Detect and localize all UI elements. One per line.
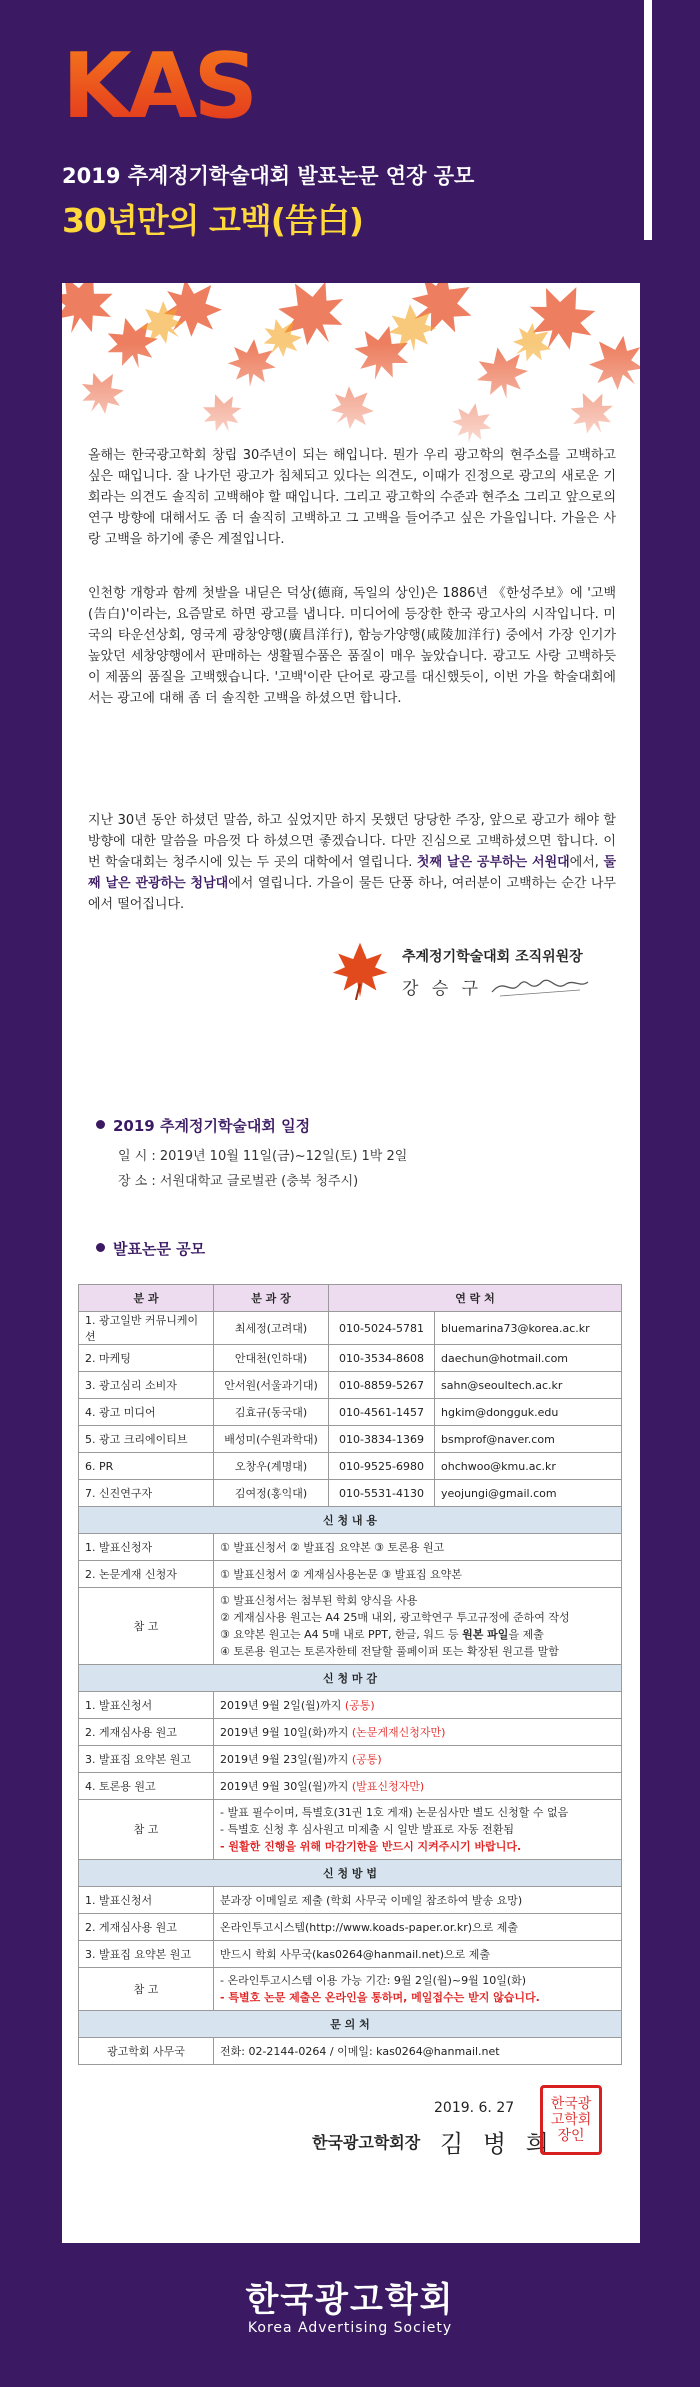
table-row: 2. 게재심사용 원고 2019년 9월 10일(화)까지 (논문게재신청자만) (79, 1719, 622, 1746)
organizer-title: 추계정기학술대회 조직위원장 (402, 949, 583, 965)
section-band: 문 의 처 (79, 2011, 622, 2038)
section-band: 신 청 내 용 (79, 1507, 622, 1534)
letter-paragraph-1: 올해는 한국광고학회 창립 30주년이 되는 해입니다. 뭔가 우리 광고학의 현주소를 고백하고 싶은 때입니다. 잘 나가던 광고가 침체되고 있다는 의견도, 이때가 진정으로 광고의 새로운 기회라는 의견도 솔직히 고백해야 할 때입니다. 그리고 광고학의 수준과 현주소 그리고 앞으로의 연구 방향에 대해서도 좀 더 솔직히 고백하고 그 고백을 들어주고 싶은 가을입니다. 가을은 사랑 고백을 하기에 좋은 계절입니다. (88, 448, 616, 547)
bullet-icon (96, 1243, 105, 1252)
letter-paragraph-3: 지난 30년 동안 하셨던 말씀, 하고 싶었지만 하지 못했던 당당한 주장, 앞으로 광고가 해야 할 방향에 대한 말씀을 마음껏 다 하셨으면 좋겠습니다. 다만 진심으로 고백하셨으면 합니다. 이번 학술대회는 청주시에 있는 두 곳의 대학에서 열립니다. 첫째 날은 공부하는 서원대에서, 둘째 날은 관광하는 청남대에서 열립니다. 가을이 물든 단풍 하나, 여러분이 고백하는 순간 나무에서 떨어집니다. (88, 813, 616, 912)
section-band: 신 청 방 법 (79, 1860, 622, 1887)
table-row: 참 고 - 발표 필수이며, 특별호(31권 1호 게재) 논문심사만 별도 신청할 수 없음 - 특별호 신청 후 심사원고 미제출 시 일반 발표로 자동 전환됨 - 원활한 진행을 위해 마감기한을 반드시 지켜주시기 바랍니다. (79, 1800, 622, 1860)
footer-society-english: Korea Advertising Society (247, 2320, 453, 2336)
footer-society-name: 한국광고학회 (245, 2280, 455, 2320)
table-row: 5. 광고 크리에이티브 배성미(수원과학대) 010-3834-1369 bsmprof@naver.com (79, 1426, 622, 1453)
table-row: 6. PR 오창우(계명대) 010-9525-6980 ohchwoo@kmu.ac.kr (79, 1453, 622, 1480)
table-row: 3. 발표집 요약본 원고 2019년 9월 23일(월)까지 (공통) (79, 1746, 622, 1773)
bullet-icon (96, 1120, 105, 1129)
table-row: 1. 발표신청자 ① 발표신청서 ② 발표집 요약본 ③ 토론용 원고 (79, 1534, 622, 1561)
kas-logo: KAS (62, 34, 255, 139)
president-name: 김 병 희 (440, 2130, 555, 2158)
call-heading: 발표논문 공모 (96, 1238, 205, 1259)
table-row: 1. 발표신청서 2019년 9월 2일(월)까지 (공통) (79, 1692, 622, 1719)
schedule-date: 일 시 : 2019년 10월 11일(금)~12일(토) 1박 2일 (118, 1149, 408, 1164)
right-border (652, 270, 700, 2387)
header-stripe (644, 0, 652, 240)
table-row: 1. 광고일반 커뮤니케이션 최세정(고려대) 010-5024-5781 bluemarina73@korea.ac.kr (79, 1312, 622, 1345)
table-row: 참 고 ① 발표신청서는 첨부된 학회 양식을 사용 ② 게재심사용 원고는 A4 25매 내외, 광고학연구 투고규정에 준하여 작성 ③ 요약본 원고는 A4 5매 내로 PPT, 한글, 워드 등 원본 파일을 제출 ④ 토론용 원고는 토론자한테 전달할 풀페이퍼 또는 확장된 원고를 말함 (79, 1588, 622, 1665)
official-seal: 한국광고학회장인 (540, 2085, 602, 2155)
table-row: 4. 광고 미디어 김효규(동국대) 010-4561-1457 hgkim@dongguk.edu (79, 1399, 622, 1426)
left-border (0, 270, 48, 2387)
main-title: 30년만의 고백(告白) (62, 201, 363, 240)
maple-leaf-icon (330, 940, 390, 1000)
organizer-name: 강 승 구 (402, 979, 483, 999)
table-row: 광고학회 사무국 전화: 02-2144-0264 / 이메일: kas0264@hanmail.net (79, 2038, 622, 2065)
schedule-heading: 2019 추계정기학술대회 일정 (96, 1115, 310, 1136)
table-row: 3. 발표집 요약본 원고 반드시 학회 사무국(kas0264@hanmail.net)으로 제출 (79, 1941, 622, 1968)
signature-scribble-icon (490, 972, 590, 1000)
table-row: 2. 논문게재 신청자 ① 발표신청서 ② 게재심사용논문 ③ 발표집 요약본 (79, 1561, 622, 1588)
table-header-row: 분 과 분 과 장 연 락 처 (79, 1285, 622, 1312)
table-row: 7. 신진연구자 김여정(홍익대) 010-5531-4130 yeojungi@gmail.com (79, 1480, 622, 1507)
table-row: 2. 마케팅 안대천(인하대) 010-3534-8608 daechun@hotmail.com (79, 1345, 622, 1372)
section-band: 신 청 마 감 (79, 1665, 622, 1692)
organizer-signature (330, 940, 620, 1020)
table-row: 4. 토론용 원고 2019년 9월 30일(월)까지 (발표신청자만) (79, 1773, 622, 1800)
letter-paragraph-2: 인천항 개항과 함께 첫발을 내딛은 덕상(德商, 독일의 상인)은 1886년 《한성주보》에 '고백(告白)'이라는, 요즘말로 하면 광고를 냅니다. 미디어에 등장한 한국 광고사의 시작입니다. 미국의 타운선상회, 영국계 광창양행(廣昌洋行), 함능가양행(咸陵加洋行) 중에서 가장 인기가 높았던 세창양행에서 판매하는 생활필수품은 품질이 매우 높았습니다. 광고도 사랑 고백하듯이 제품의 품질을 고백했습니다. '고백'이란 단어로 광고를 대신했듯이, 이번 가을 학술대회에서는 광고에 대해 좀 더 솔직한 고백을 하셨으면 합니다. (88, 586, 616, 706)
table-row: 2. 게재심사용 원고 온라인투고시스템(http://www.koads-paper.or.kr)으로 제출 (79, 1914, 622, 1941)
call-table (78, 1284, 622, 2065)
president-title: 한국광고학회장 (312, 2133, 421, 2152)
table-row: 3. 광고심리 소비자 안서원(서울과기대) 010-8859-5267 sahn@seoultech.ac.kr (79, 1372, 622, 1399)
table-row: 참 고 - 온라인투고시스템 이용 가능 기간: 9월 2일(월)~9월 10일(화) - 특별호 논문 제출은 온라인을 통하며, 메일접수는 받지 않습니다. (79, 1968, 622, 2011)
issue-date: 2019. 6. 27 (434, 2100, 515, 2116)
schedule-place: 장 소 : 서원대학교 글로벌관 (충북 청주시) (118, 1174, 359, 1189)
table-row: 1. 발표신청서 분과장 이메일로 제출 (학회 사무국 이메일 참조하여 발송 요망) (79, 1887, 622, 1914)
event-title: 2019 추계정기학술대회 발표논문 연장 공모 (62, 164, 475, 188)
